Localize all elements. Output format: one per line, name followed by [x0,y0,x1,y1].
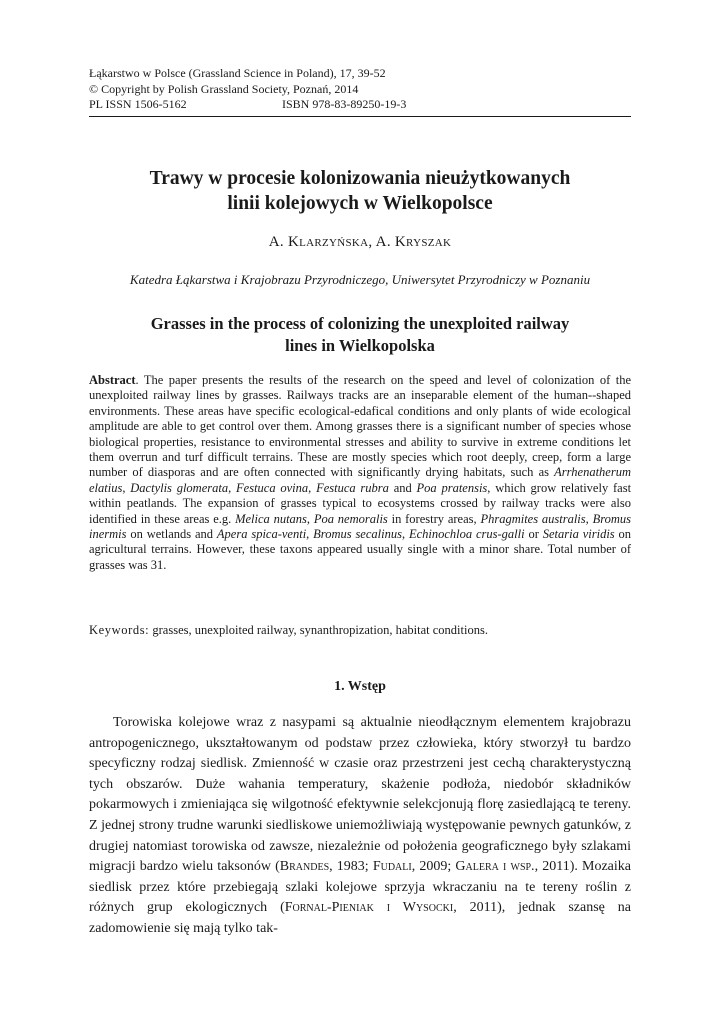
abstract-label: Abstract [89,373,136,387]
species-name: Phragmites australis [480,511,586,526]
keywords-text: grasses, unexploited railway, synanthropization, habitat conditions. [149,623,488,637]
citation-author: Fornal-Pieniak i Wysocki [284,900,454,916]
keywords-label: Keywords: [89,623,150,637]
abstract-text: , [306,511,314,526]
species-name: Setaria viridis [542,527,615,542]
abstract-text: , [122,480,131,495]
title-line-2: linii kolejowych w Wielkopolsce [227,193,493,214]
body-text: Torowiska kolejowe wraz z nasypami są aktualnie nieodłącznym elementem krajobrazu antropogenicznego, ukształtowanym od podstaw przez człowieka, który stworzył tu bardzo specyficzny rodzaj siedlisk. Zmienność w czasie oraz przestrzeni jest cechą charakterystyczną tych obszarów. Duże wahania temperatury, skażenie podłoża, niedobór składników pokarmowych i zmieniająca się wilgotność efektywnie selekcjonują florę zasiedlającą te tereny. Z jednej strony trudne warunki siedliskowe uniemożliwiają występowanie pewnych gatunków, z drugiej natomiast torowiska od zawsze, niezależnie od położenia geograficznego były szlakami migracji bardzo wielu taksonów ( [89,715,631,875]
keywords [89,623,631,638]
issn: PL ISSN 1506-5162 [89,97,187,111]
abstract-text: on agricultural terrains. However, these taxons appeared usually single with a minor share. Total number of grasses was 31. [89,527,632,572]
species-name: Arrhenatherum elatius [89,465,631,495]
abstract-text: on wetlands and [126,527,217,542]
abstract-text: in forestry areas, [387,511,481,526]
body-text: , 1983; [329,859,373,875]
title-line-1: Trawy w procesie kolonizowania nieużytkowanych [149,168,571,189]
abstract-text: , which grow relatively fast within peatlands. The expansion of grasses typical to ecosystems crossed by railway tracks were also identified in these areas e.g. [89,480,632,526]
english-title-line-1: Grasses in the process of colonizing the unexploited railway [150,314,570,333]
abstract-text: , [308,480,317,495]
species-name: Dactylis glomerata [130,480,229,495]
issn-isbn-row [89,97,631,113]
authors: A. Klarzyńska, A. Kryszak [268,234,452,250]
body-text: , 2011), jednak szansę na zadomowienie się mają tylko tak- [89,900,631,936]
section-heading: 1. Wstęp [334,679,386,694]
body-paragraph [89,713,631,940]
paper-title [89,166,631,216]
species-name: Apera spica-venti [216,527,307,542]
abstract-text: , [306,527,314,542]
english-title [89,313,631,357]
abstract-text: , [401,527,409,542]
species-name: Poa nemoralis [313,511,388,526]
species-name: Echinochloa crus-galli [408,527,525,542]
abstract-text: , [228,480,237,495]
isbn: ISBN 978-83-89250-19-3 [282,97,407,111]
species-name: Festuca rubra [316,480,389,495]
species-name: Festuca ovina [236,480,309,495]
abstract-text: . The paper presents the results of the research on the speed and level of colonization of the unexploited railway lines by grasses. Railways tracks are an inseparable element of the human--shaped environments. These areas have specific ecological-edafical conditions and only plants of wide ecological amplitude are able to get control over them. Among grasses there is a significant number of species whose biological properties, resistance to environmental stresses and ability to survive in extreme conditions let them overrun and turf difficult terrains. These are mostly species which root deeply, creep, form a large number of diasporas and are often connected with significantly drying habitats, such as [89,373,631,480]
body-text: , 2011). Mozaika siedlisk przez które przebiegają szlaki kolejowe sprzyja wkraczaniu na te tereny roślin z różnych grup ekologicznych ( [89,859,631,916]
affiliation: Katedra Łąkarstwa i Krajobrazu Przyrodniczego, Uniwersytet Przyrodniczy w Poznaniu [129,272,591,287]
body-text: , 2009; [411,859,456,875]
abstract [89,373,631,573]
citation-author: Brandes [279,859,330,875]
journal-citation: Łąkarstwo w Polsce (Grassland Science in Poland), 17, 39-52 [89,66,386,80]
species-name: Bromus secalinus [313,527,402,542]
header-divider [89,116,631,117]
english-title-line-2: lines in Wielkopolska [285,336,435,355]
species-name: Poa pratensis [416,480,488,495]
abstract-text: and [388,480,417,495]
citation-author: Galera i wsp. [455,859,535,875]
species-name: Bromus inermis [89,511,632,542]
abstract-text: or [524,527,543,542]
journal-header [89,66,631,113]
abstract-text: , [585,511,593,526]
species-name: Melica nutans [235,511,307,526]
copyright-line: © Copyright by Polish Grassland Society, Poznań, 2014 [89,81,359,96]
citation-author: Fudali [372,859,412,875]
